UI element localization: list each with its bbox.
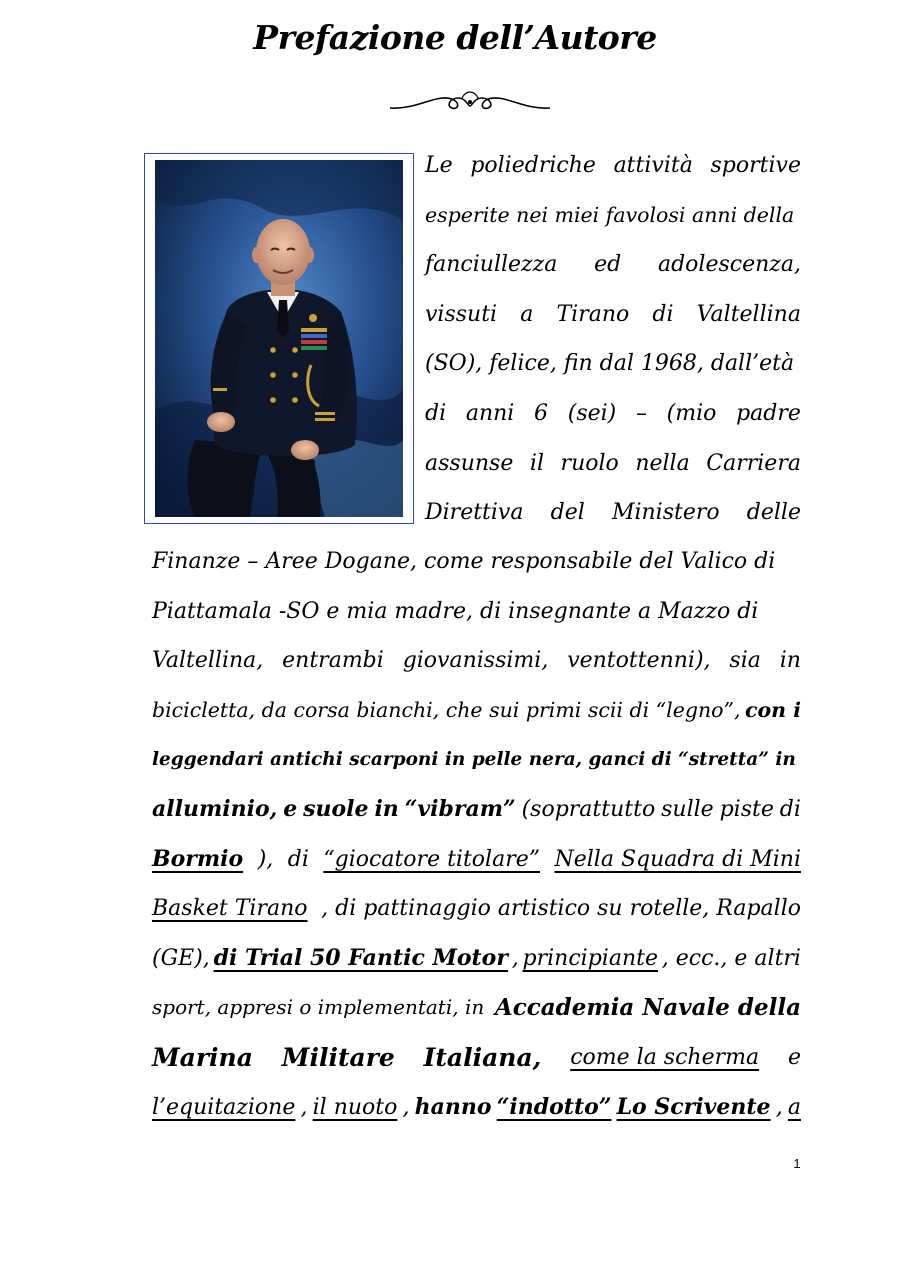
text-run: principiante bbox=[522, 945, 658, 971]
page-number: 1 bbox=[793, 1156, 801, 1171]
text-run: (sei) bbox=[567, 400, 617, 426]
text-run: sia bbox=[729, 648, 761, 674]
text-line bbox=[152, 636, 801, 686]
text-line bbox=[425, 240, 801, 290]
text-run: esperite nei miei favolosi anni della bbox=[425, 202, 795, 227]
text-line bbox=[152, 537, 801, 587]
text-run: e bbox=[787, 1044, 801, 1070]
text-run: il bbox=[529, 450, 544, 476]
text-line bbox=[425, 339, 801, 389]
text-run: di bbox=[652, 301, 674, 327]
text-run: adolescenza, bbox=[657, 252, 801, 278]
full-width-paragraph bbox=[152, 537, 801, 1132]
text-line bbox=[425, 439, 801, 489]
text-line bbox=[425, 389, 801, 439]
text-line bbox=[152, 1083, 801, 1133]
text-run: fanciullezza bbox=[425, 252, 558, 278]
text-run: 6 bbox=[534, 400, 549, 426]
text-run: nella bbox=[635, 450, 690, 476]
text-run: Valtellina bbox=[696, 301, 801, 327]
text-run: , bbox=[402, 1094, 410, 1120]
text-line bbox=[152, 835, 801, 885]
text-run: “vibram” bbox=[404, 795, 516, 822]
text-run: Marina bbox=[152, 1042, 253, 1072]
text-run: sport, appresi o implementati, in bbox=[152, 995, 485, 1020]
text-run: poliedriche bbox=[470, 153, 596, 178]
text-run: , ecc., e altri bbox=[661, 945, 801, 971]
text-run: a bbox=[787, 1094, 801, 1120]
text-run: in bbox=[779, 648, 801, 674]
text-run: sportive bbox=[710, 153, 801, 178]
text-run: Le bbox=[425, 153, 453, 178]
text-run: Accademia Navale della bbox=[494, 994, 801, 1022]
author-photo-frame bbox=[144, 153, 414, 524]
text-run: giovanissimi, bbox=[402, 648, 549, 674]
text-run: attività bbox=[613, 153, 693, 178]
text-run: Militare bbox=[281, 1042, 395, 1072]
text-line bbox=[425, 290, 801, 340]
text-run: padre bbox=[736, 400, 801, 426]
page-title: Prefazione dell’Autore bbox=[253, 18, 657, 57]
text-run: Finanze – Aree Dogane, come responsabile del Valico di bbox=[152, 549, 776, 574]
text-line bbox=[425, 141, 801, 191]
text-run: Tirano bbox=[556, 301, 630, 327]
text-run: sulle bbox=[661, 796, 714, 822]
text-run: ventottenni), bbox=[567, 648, 711, 674]
text-run: il nuoto bbox=[312, 1094, 398, 1120]
text-line bbox=[152, 785, 801, 835]
text-run: (soprattutto bbox=[521, 796, 656, 822]
text-run: vissuti bbox=[425, 301, 498, 327]
text-run: “indotto” bbox=[496, 1093, 612, 1120]
text-run: – bbox=[635, 400, 647, 426]
text-line bbox=[152, 587, 801, 637]
text-run: anni bbox=[465, 400, 515, 426]
text-line bbox=[152, 686, 801, 736]
text-run: leggendari antichi scarponi in pelle nera, ganci di “stretta” in bbox=[152, 749, 796, 771]
text-run: Basket Tirano bbox=[152, 896, 308, 922]
text-line bbox=[152, 884, 801, 934]
text-run: Italiana, bbox=[423, 1042, 542, 1072]
text-run: di Trial 50 Fantic Motor bbox=[213, 944, 508, 971]
text-run: a bbox=[520, 301, 534, 327]
text-run: Nella Squadra di Mini bbox=[554, 846, 801, 872]
text-run: ruolo bbox=[560, 450, 619, 476]
text-run: in bbox=[374, 795, 399, 822]
text-line bbox=[425, 191, 801, 241]
text-run: piste bbox=[719, 796, 774, 822]
text-run: l’equitazione bbox=[152, 1094, 296, 1120]
text-run: entrambi bbox=[282, 648, 384, 674]
side-paragraph-column bbox=[425, 141, 801, 538]
text-run: (GE), bbox=[152, 945, 210, 971]
text-line bbox=[425, 488, 801, 538]
author-portrait-image bbox=[155, 160, 403, 517]
text-run: delle bbox=[746, 500, 801, 526]
text-run: Carriera bbox=[706, 450, 801, 476]
text-run: ed bbox=[594, 252, 622, 278]
text-run: alluminio, bbox=[152, 795, 278, 822]
flourish-ornament-icon bbox=[388, 86, 552, 116]
text-run: con i bbox=[745, 697, 801, 722]
text-run: del bbox=[550, 500, 585, 526]
text-run: Piattamala -SO e mia madre, di insegnante a Mazzo di bbox=[152, 598, 759, 624]
text-run: , bbox=[511, 945, 519, 971]
text-line bbox=[152, 735, 801, 785]
text-run: di bbox=[287, 846, 309, 872]
text-run: Direttiva bbox=[425, 500, 524, 526]
text-run: (mio bbox=[666, 400, 717, 426]
text-run: “giocatore titolare” bbox=[323, 846, 540, 872]
text-run: bicicletta, da corsa bianchi, che sui primi scii di “legno”, bbox=[152, 697, 741, 722]
text-run: , bbox=[300, 1094, 308, 1120]
text-run: suole bbox=[303, 795, 369, 822]
text-line bbox=[152, 1033, 801, 1083]
text-run: e bbox=[283, 795, 298, 822]
text-run: (SO), felice, fin dal 1968, dall’età bbox=[425, 351, 795, 377]
text-line bbox=[152, 983, 801, 1033]
text-run: Bormio bbox=[152, 845, 244, 872]
text-run: Lo Scrivente bbox=[616, 1093, 771, 1120]
text-run: di bbox=[425, 400, 447, 426]
text-run: di bbox=[779, 796, 801, 822]
text-run: Valtellina, bbox=[152, 648, 264, 674]
text-run: come la scherma bbox=[570, 1044, 760, 1070]
text-line bbox=[152, 934, 801, 984]
text-run: , di pattinaggio artistico su rotelle, Rapallo bbox=[321, 896, 801, 922]
text-run: assunse bbox=[425, 450, 514, 476]
text-run: Ministero bbox=[611, 500, 720, 526]
text-run: , bbox=[775, 1094, 783, 1120]
text-run: hanno bbox=[414, 1093, 492, 1120]
text-run: ), bbox=[257, 846, 274, 872]
